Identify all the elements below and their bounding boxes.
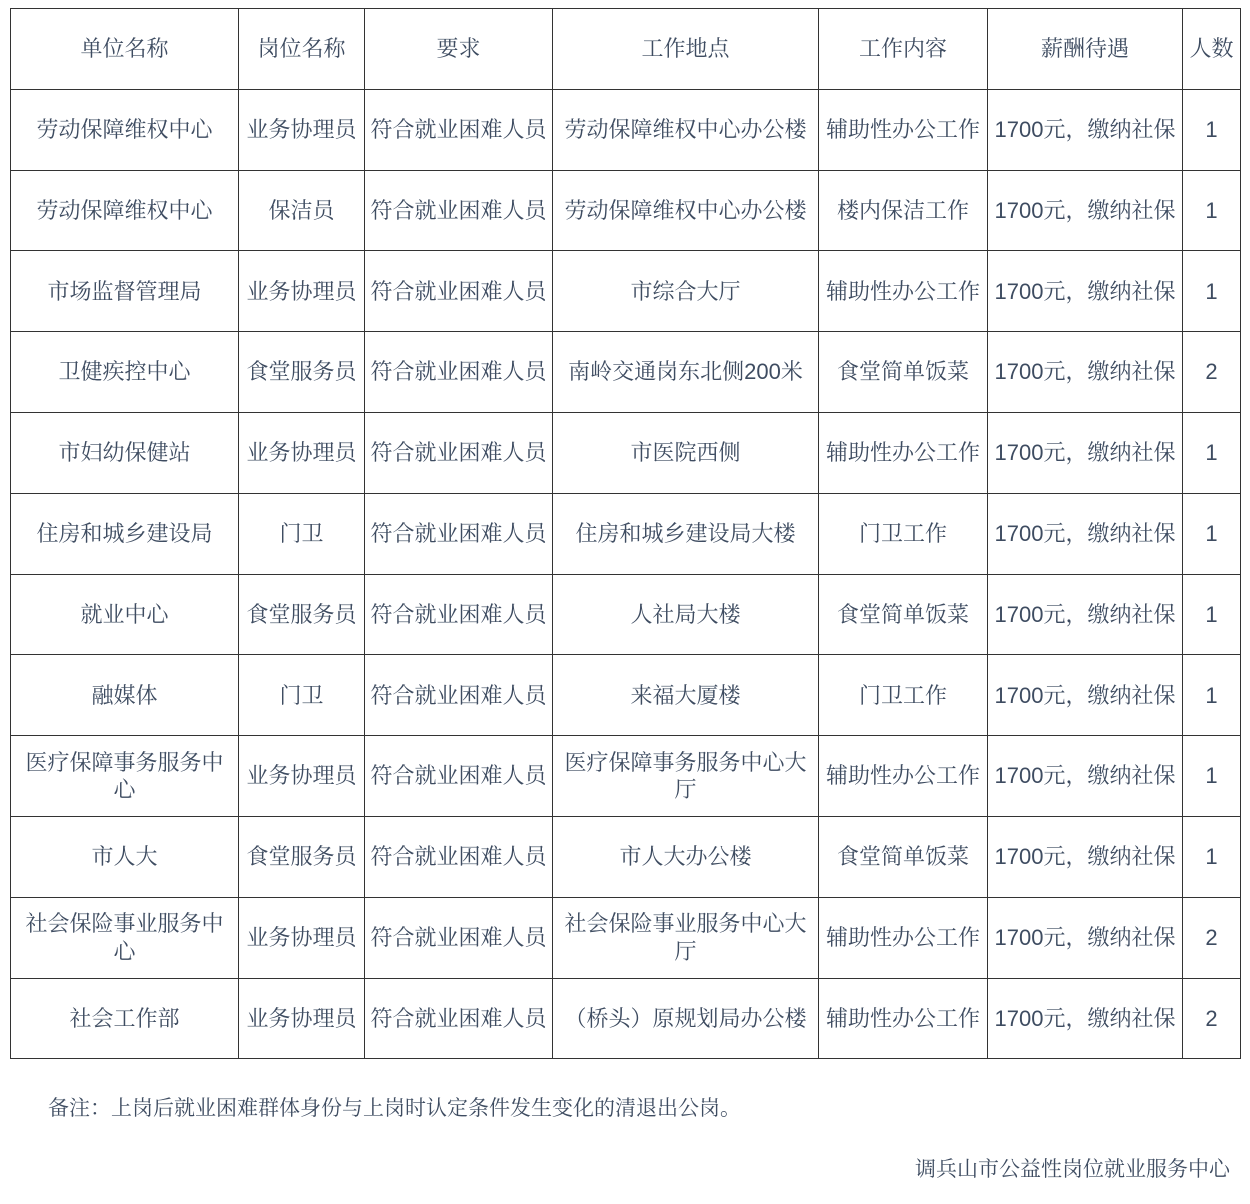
table-cell: 劳动保障维权中心办公楼 (553, 170, 819, 251)
table-cell: 符合就业困难人员 (365, 251, 553, 332)
table-cell: 符合就业困难人员 (365, 332, 553, 413)
table-cell: 业务协理员 (239, 978, 365, 1059)
table-cell: 符合就业困难人员 (365, 412, 553, 493)
table-cell: 市综合大厅 (553, 251, 819, 332)
table-cell: 食堂简单饭菜 (819, 816, 988, 897)
table-cell: 食堂简单饭菜 (819, 332, 988, 413)
table-cell: 符合就业困难人员 (365, 89, 553, 170)
table-cell: 市人大 (11, 816, 239, 897)
table-row (11, 897, 1241, 978)
table-row (11, 251, 1241, 332)
table-cell: 市人大办公楼 (553, 816, 819, 897)
table-row (11, 89, 1241, 170)
table-cell: 医疗保障事务服务中心大厅 (553, 736, 819, 817)
table-cell: 市医院西侧 (553, 412, 819, 493)
table-row (11, 978, 1241, 1059)
table-cell: 辅助性办公工作 (819, 897, 988, 978)
table-cell: 1 (1183, 736, 1241, 817)
table-cell: 1700元，缴纳社保 (988, 816, 1183, 897)
table-header (11, 9, 1241, 90)
table-cell: 1 (1183, 412, 1241, 493)
column-header-0: 单位名称 (11, 9, 239, 90)
table-cell: 市妇幼保健站 (11, 412, 239, 493)
table-cell: 门卫 (239, 655, 365, 736)
table-cell: 1700元，缴纳社保 (988, 493, 1183, 574)
table-cell: 符合就业困难人员 (365, 170, 553, 251)
table-cell: 1 (1183, 493, 1241, 574)
table-cell: 2 (1183, 332, 1241, 413)
table-cell: 食堂服务员 (239, 816, 365, 897)
table-cell: 1700元，缴纳社保 (988, 170, 1183, 251)
column-header-2: 要求 (365, 9, 553, 90)
table-cell: 食堂简单饭菜 (819, 574, 988, 655)
table-cell: 1700元，缴纳社保 (988, 736, 1183, 817)
table-cell: 融媒体 (11, 655, 239, 736)
table-cell: 门卫工作 (819, 655, 988, 736)
table-cell: 业务协理员 (239, 89, 365, 170)
table-cell: 辅助性办公工作 (819, 736, 988, 817)
jobs-table (10, 8, 1241, 1059)
table-row (11, 332, 1241, 413)
table-cell: 辅助性办公工作 (819, 89, 988, 170)
table-row (11, 412, 1241, 493)
table-cell: 1700元，缴纳社保 (988, 251, 1183, 332)
table-cell: 1 (1183, 251, 1241, 332)
table-cell: 楼内保洁工作 (819, 170, 988, 251)
table-cell: 住房和城乡建设局大楼 (553, 493, 819, 574)
table-row (11, 816, 1241, 897)
table-cell: 1700元，缴纳社保 (988, 978, 1183, 1059)
table-cell: 2 (1183, 897, 1241, 978)
column-header-1: 岗位名称 (239, 9, 365, 90)
table-cell: 辅助性办公工作 (819, 251, 988, 332)
table-cell: 业务协理员 (239, 251, 365, 332)
table-cell: 辅助性办公工作 (819, 412, 988, 493)
signature: 调兵山市公益性岗位就业服务中心 (915, 1158, 1230, 1181)
table-cell: 门卫工作 (819, 493, 988, 574)
table-cell: 1700元，缴纳社保 (988, 574, 1183, 655)
table-cell: 符合就业困难人员 (365, 655, 553, 736)
table-cell: 1700元，缴纳社保 (988, 89, 1183, 170)
column-header-6: 人数 (1183, 9, 1241, 90)
table-row (11, 493, 1241, 574)
table-cell: 1700元，缴纳社保 (988, 897, 1183, 978)
table-cell: 符合就业困难人员 (365, 816, 553, 897)
table-cell: 业务协理员 (239, 412, 365, 493)
table-cell: （桥头）原规划局办公楼 (553, 978, 819, 1059)
table-cell: 1700元，缴纳社保 (988, 655, 1183, 736)
table-cell: 劳动保障维权中心 (11, 89, 239, 170)
table-cell: 1700元，缴纳社保 (988, 412, 1183, 493)
table-cell: 符合就业困难人员 (365, 493, 553, 574)
table-cell: 社会保险事业服务中心大厅 (553, 897, 819, 978)
table-cell: 1 (1183, 816, 1241, 897)
table-cell: 辅助性办公工作 (819, 978, 988, 1059)
table-cell: 1 (1183, 89, 1241, 170)
table-cell: 住房和城乡建设局 (11, 493, 239, 574)
table-cell: 社会保险事业服务中心 (11, 897, 239, 978)
table-cell: 业务协理员 (239, 736, 365, 817)
table-cell: 劳动保障维权中心 (11, 170, 239, 251)
table-cell: 卫健疾控中心 (11, 332, 239, 413)
table-cell: 1 (1183, 170, 1241, 251)
table-cell: 1 (1183, 655, 1241, 736)
table-cell: 食堂服务员 (239, 574, 365, 655)
table-header-row (11, 9, 1241, 90)
table-cell: 南岭交通岗东北侧200米 (553, 332, 819, 413)
table-cell: 符合就业困难人员 (365, 736, 553, 817)
table-cell: 人社局大楼 (553, 574, 819, 655)
table-cell: 食堂服务员 (239, 332, 365, 413)
table-cell: 符合就业困难人员 (365, 978, 553, 1059)
table-cell: 就业中心 (11, 574, 239, 655)
table-cell: 医疗保障事务服务中心 (11, 736, 239, 817)
table-cell: 来福大厦楼 (553, 655, 819, 736)
table-cell: 1700元，缴纳社保 (988, 332, 1183, 413)
column-header-4: 工作内容 (819, 9, 988, 90)
table-row (11, 574, 1241, 655)
table-cell: 业务协理员 (239, 897, 365, 978)
table-row (11, 170, 1241, 251)
remark-note: 备注：上岗后就业困难群体身份与上岗时认定条件发生变化的清退出公岗。 (48, 1097, 741, 1120)
table-cell: 保洁员 (239, 170, 365, 251)
table-cell: 门卫 (239, 493, 365, 574)
table-cell: 社会工作部 (11, 978, 239, 1059)
table-cell: 符合就业困难人员 (365, 574, 553, 655)
table-cell: 劳动保障维权中心办公楼 (553, 89, 819, 170)
table-row (11, 655, 1241, 736)
table-row (11, 736, 1241, 817)
table-cell: 1 (1183, 574, 1241, 655)
table-cell: 市场监督管理局 (11, 251, 239, 332)
column-header-5: 薪酬待遇 (988, 9, 1183, 90)
table-cell: 符合就业困难人员 (365, 897, 553, 978)
column-header-3: 工作地点 (553, 9, 819, 90)
table-cell: 2 (1183, 978, 1241, 1059)
